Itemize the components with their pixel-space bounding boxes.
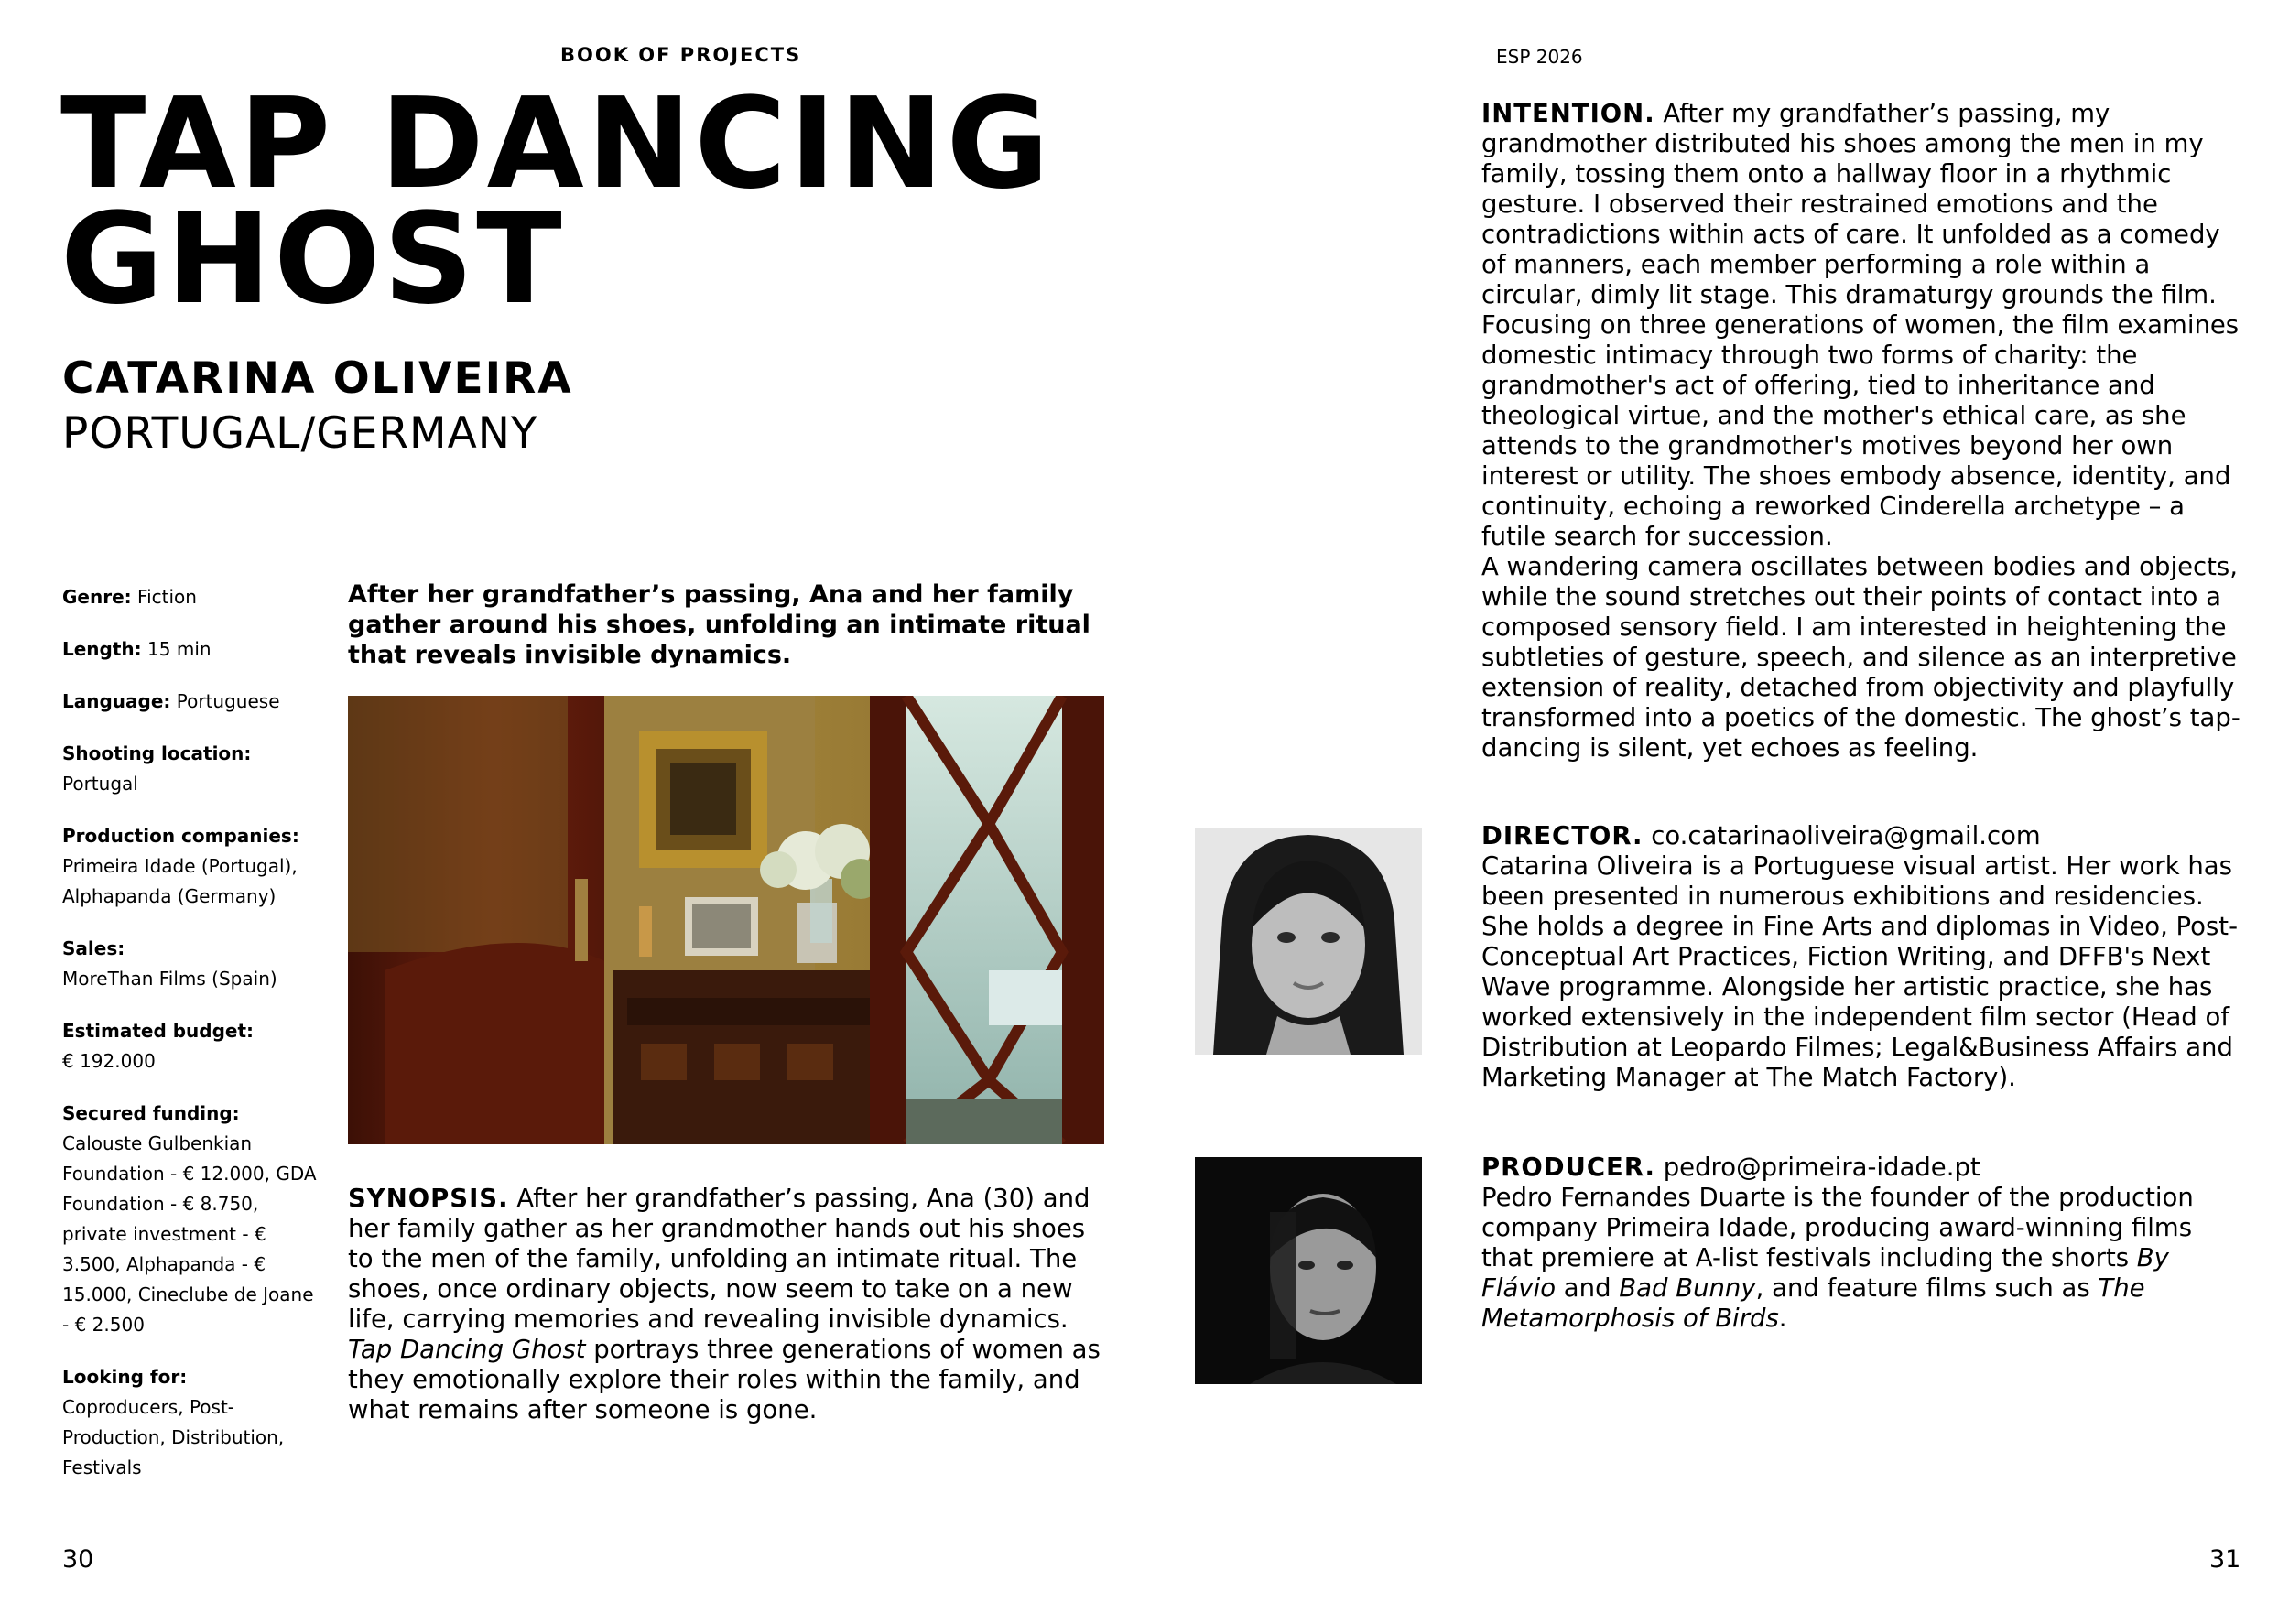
title-line-2: GHOST	[60, 187, 565, 332]
detail-genre: Genre: Fiction	[62, 586, 197, 608]
page-number-left: 30	[62, 1545, 94, 1574]
project-title	[60, 71, 1159, 332]
producer-bio-text: Pedro Fernandes Duarte is the founder of the production company Primeira Idade, producing award-winning films that premiere at A-list festivals including the shorts By Flávio and Bad Bunny, and feature films such as The Metamorphosis of Birds.	[1481, 1183, 2194, 1333]
producer-bio	[1481, 1153, 2241, 1334]
page-number-right: 31	[2209, 1545, 2241, 1574]
producer-photo	[1195, 1157, 1422, 1384]
detail-language: Language: Portuguese	[62, 690, 280, 712]
film-still	[348, 696, 1104, 1144]
country: PORTUGAL/GERMANY	[62, 408, 538, 459]
film-metamorphosis-of-birds: The Metamorphosis of Birds	[1481, 1273, 2145, 1333]
director-photo	[1195, 828, 1422, 1055]
film-bad-bunny: Bad Bunny	[1619, 1273, 1756, 1303]
director-label: DIRECTOR.	[1481, 821, 1644, 850]
producer-email[interactable]: pedro@primeira-idade.pt	[1654, 1153, 1980, 1182]
title-line-1: TAP DANCING	[60, 71, 1052, 217]
detail-production-companies: Production companies: Primeira Idade (Portugal), Alphapanda (Germany)	[62, 825, 299, 907]
intention	[1481, 99, 2241, 763]
detail-looking-for: Looking for: Coproducers, Post-Production, Distribution, Festivals	[62, 1366, 285, 1478]
detail-sales: Sales: MoreThan Films (Spain)	[62, 937, 277, 990]
intention-label: INTENTION.	[1481, 99, 1655, 128]
intention-paragraph-2: A wandering camera oscillates between bodies and objects, while the sound stretches out their points of contact into a composed sensory field. I am interested in heightening the subtleties of gesture, speech, and silence as an interpretive extension of reality, detached from objectivity and playfully transformed into a poetics of the domestic. The ghost’s tap-dancing is silent, yet echoes as feeling.	[1481, 552, 2240, 763]
intention-paragraph-1: INTENTION. After my grandfather’s passing, my grandmother distributed his shoes among the men in my family, tossing them onto a hallway floor in a rhythmic gesture. I observed their restrained emotions and the contradictions within acts of care. It unfolded as a comedy of manners, each member performing a role within a circular, dimly lit stage. This dramaturgy grounds the film. Focusing on three generations of women, the film examines domestic intimacy through two forms of charity: the grandmother's act of offering, tied to inheritance and theological virtue, and the mother's ethical care, as she attends to the grandmother's motives beyond her own interest or utility. The shoes embody absence, identity, and continuity, echoing a reworked Cinderella archetype – a futile search for succession.	[1481, 99, 2240, 551]
director-name: CATARINA OLIVEIRA	[62, 353, 573, 404]
producer-label: PRODUCER.	[1481, 1153, 1655, 1182]
director-bio	[1481, 821, 2241, 1093]
detail-budget: Estimated budget: € 192.000	[62, 1020, 255, 1072]
detail-secured-funding: Secured funding: Calouste Gulbenkian Foundation - € 12.000, GDA Foundation - € 8.750, private investment - € 3.500, Alphapanda - € 15.000, Cineclube de Joane - € 2.500	[62, 1102, 317, 1336]
detail-length: Length: 15 min	[62, 638, 212, 660]
director-bio-text: Catarina Oliveira is a Portuguese visual artist. Her work has been presented in numerous exhibitions and residencies. She holds a degree in Fine Arts and diplomas in Video, Post-Conceptual Art Practices, Fiction Writing, and DFFB's Next Wave programme. Alongside her artistic practice, she has worked extensively in the independent film sector (Head of Distribution at Leopardo Filmes; Legal&Business Affairs and Marketing Manager at The Match Factory).	[1481, 851, 2239, 1092]
producer-bio-header	[1481, 1153, 2241, 1183]
logline: After her grandfather’s passing, Ana and her family gather around his shoes, unfolding an intimate ritual that reveals invisible dynamics.	[348, 580, 1090, 669]
film-by-flavio: By Flávio	[1481, 1243, 2169, 1303]
synopsis	[348, 1184, 1108, 1425]
director-bio-header	[1481, 821, 2241, 851]
synopsis-text-2: portrays three generations of women as they emotionally explore their roles within the family, and what remains after someone is gone.	[348, 1335, 1101, 1424]
synopsis-film-title: Tap Dancing Ghost	[348, 1335, 586, 1364]
detail-shooting-location: Shooting location: Portugal	[62, 742, 252, 795]
synopsis-text-1: After her grandfather’s passing, Ana (30) and her family gather as her grandmother hands out his shoes to the men of the family, unfolding an intimate ritual. The shoes, once ordinary objects, now seem to take on a new life, carrying memories and revealing invisible dynamics.	[348, 1184, 1090, 1334]
running-head-left: BOOK OF PROJECTS	[560, 44, 802, 66]
project-details	[62, 582, 319, 1505]
director-email[interactable]: co.catarinaoliveira@gmail.com	[1643, 821, 2041, 850]
synopsis-label: SYNOPSIS.	[348, 1184, 509, 1213]
running-head-right: ESP 2026	[1496, 46, 1583, 68]
